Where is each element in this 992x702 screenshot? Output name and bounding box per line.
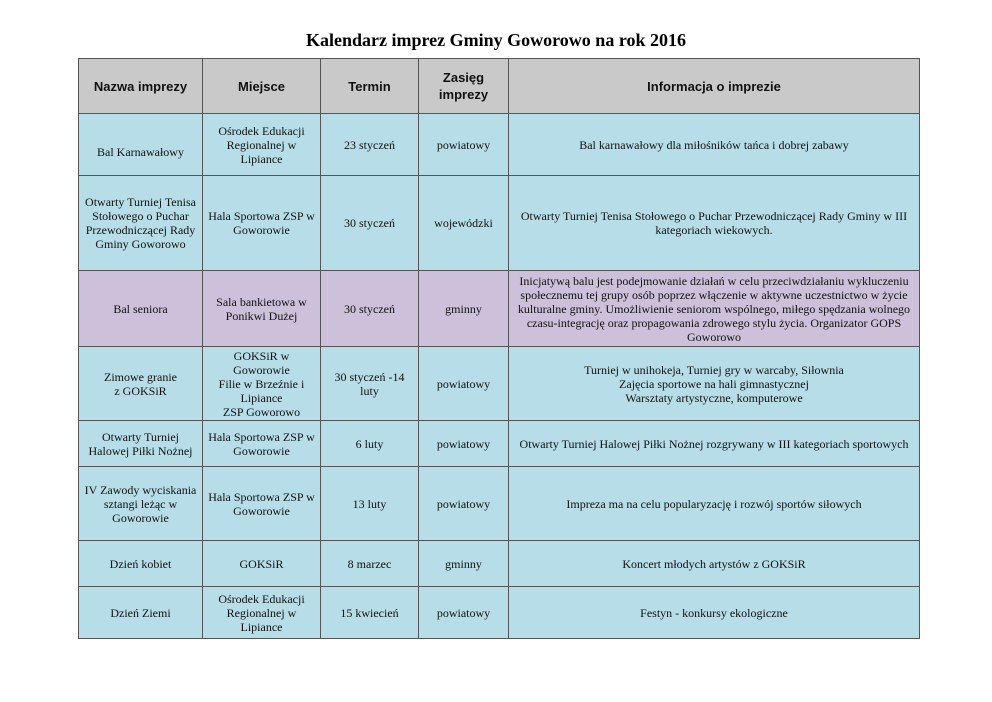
cell-place: Hala Sportowa ZSP w Goworowie bbox=[203, 421, 321, 467]
table-row bbox=[79, 176, 920, 271]
cell-place: Hala Sportowa ZSP w Goworowie bbox=[203, 467, 321, 541]
cell-name: Bal seniora bbox=[79, 271, 203, 347]
header-scope: Zasięg imprezy bbox=[419, 59, 509, 114]
cell-date: 30 styczeń -14 luty bbox=[321, 347, 419, 421]
cell-scope: powiatowy bbox=[419, 347, 509, 421]
cell-scope: powiatowy bbox=[419, 114, 509, 176]
cell-date: 15 kwiecień bbox=[321, 587, 419, 639]
cell-name: IV Zawody wyciskania sztangi leżąc w Goworowie bbox=[79, 467, 203, 541]
cell-date: 23 styczeń bbox=[321, 114, 419, 176]
cell-info: Otwarty Turniej Tenisa Stołowego o Puchar Przewodniczącej Rady Gminy w III kategoriach wiekowych. bbox=[509, 176, 920, 271]
cell-place: GOKSiR bbox=[203, 541, 321, 587]
header-date: Termin bbox=[321, 59, 419, 114]
cell-info: Turniej w unihokeja, Turniej gry w warcaby, Siłownia Zajęcia sportowe na hali gimnastycznej Warsztaty artystyczne, komputerowe bbox=[509, 347, 920, 421]
cell-name: Dzień Ziemi bbox=[79, 587, 203, 639]
cell-info: Impreza ma na celu popularyzację i rozwój sportów siłowych bbox=[509, 467, 920, 541]
table-row bbox=[79, 114, 920, 176]
header-info: Informacja o imprezie bbox=[509, 59, 920, 114]
cell-date: 8 marzec bbox=[321, 541, 419, 587]
document-title: Kalendarz imprez Gminy Goworowo na rok 2016 bbox=[306, 30, 686, 50]
cell-place: Ośrodek Edukacji Regionalnej w Lipiance bbox=[203, 587, 321, 639]
cell-name: Bal Karnawałowy bbox=[79, 114, 203, 176]
cell-scope: powiatowy bbox=[419, 587, 509, 639]
cell-info: Koncert młodych artystów z GOKSiR bbox=[509, 541, 920, 587]
cell-scope: powiatowy bbox=[419, 467, 509, 541]
cell-date: 6 luty bbox=[321, 421, 419, 467]
cell-scope: gminny bbox=[419, 541, 509, 587]
cell-place: Sala bankietowa w Ponikwi Dużej bbox=[203, 271, 321, 347]
cell-date: 13 luty bbox=[321, 467, 419, 541]
cell-name: Otwarty Turniej Tenisa Stołowego o Puchar Przewodniczącej Rady Gminy Goworowo bbox=[79, 176, 203, 271]
cell-scope: powiatowy bbox=[419, 421, 509, 467]
cell-date: 30 styczeń bbox=[321, 271, 419, 347]
cell-place: GOKSiR w Goworowie Filie w Brzeźnie i Lipiance ZSP Goworowo bbox=[203, 347, 321, 421]
table-row bbox=[79, 421, 920, 467]
cell-info: Inicjatywą balu jest podejmowanie działań w celu przeciwdziałaniu wykluczeniu społecznemu tej grupy osób poprzez włączenie w aktywne uczestnictwo w życie kulturalne gminy. Umożliwienie seniorom wspólnego, miłego spędzania wolnego czasu-integrację oraz propagowania zdrowego stylu życia. Organizator GOPS Goworowo bbox=[509, 271, 920, 347]
cell-date: 30 styczeń bbox=[321, 176, 419, 271]
cell-name: Zimowe granie z GOKSiR bbox=[79, 347, 203, 421]
table-row bbox=[79, 271, 920, 347]
cell-info: Otwarty Turniej Halowej Piłki Nożnej rozgrywany w III kategoriach sportowych bbox=[509, 421, 920, 467]
cell-name: Dzień kobiet bbox=[79, 541, 203, 587]
cell-place: Hala Sportowa ZSP w Goworowie bbox=[203, 176, 321, 271]
cell-place: Ośrodek Edukacji Regionalnej w Lipiance bbox=[203, 114, 321, 176]
table-header-row bbox=[79, 59, 920, 114]
header-place: Miejsce bbox=[203, 59, 321, 114]
table-row bbox=[79, 541, 920, 587]
cell-info: Festyn - konkursy ekologiczne bbox=[509, 587, 920, 639]
table-row bbox=[79, 467, 920, 541]
events-table bbox=[78, 58, 920, 639]
table-row bbox=[79, 347, 920, 421]
cell-scope: gminny bbox=[419, 271, 509, 347]
cell-info: Bal karnawałowy dla miłośników tańca i dobrej zabawy bbox=[509, 114, 920, 176]
cell-scope: wojewódzki bbox=[419, 176, 509, 271]
header-name: Nazwa imprezy bbox=[79, 59, 203, 114]
cell-name: Otwarty Turniej Halowej Piłki Nożnej bbox=[79, 421, 203, 467]
table-row bbox=[79, 587, 920, 639]
